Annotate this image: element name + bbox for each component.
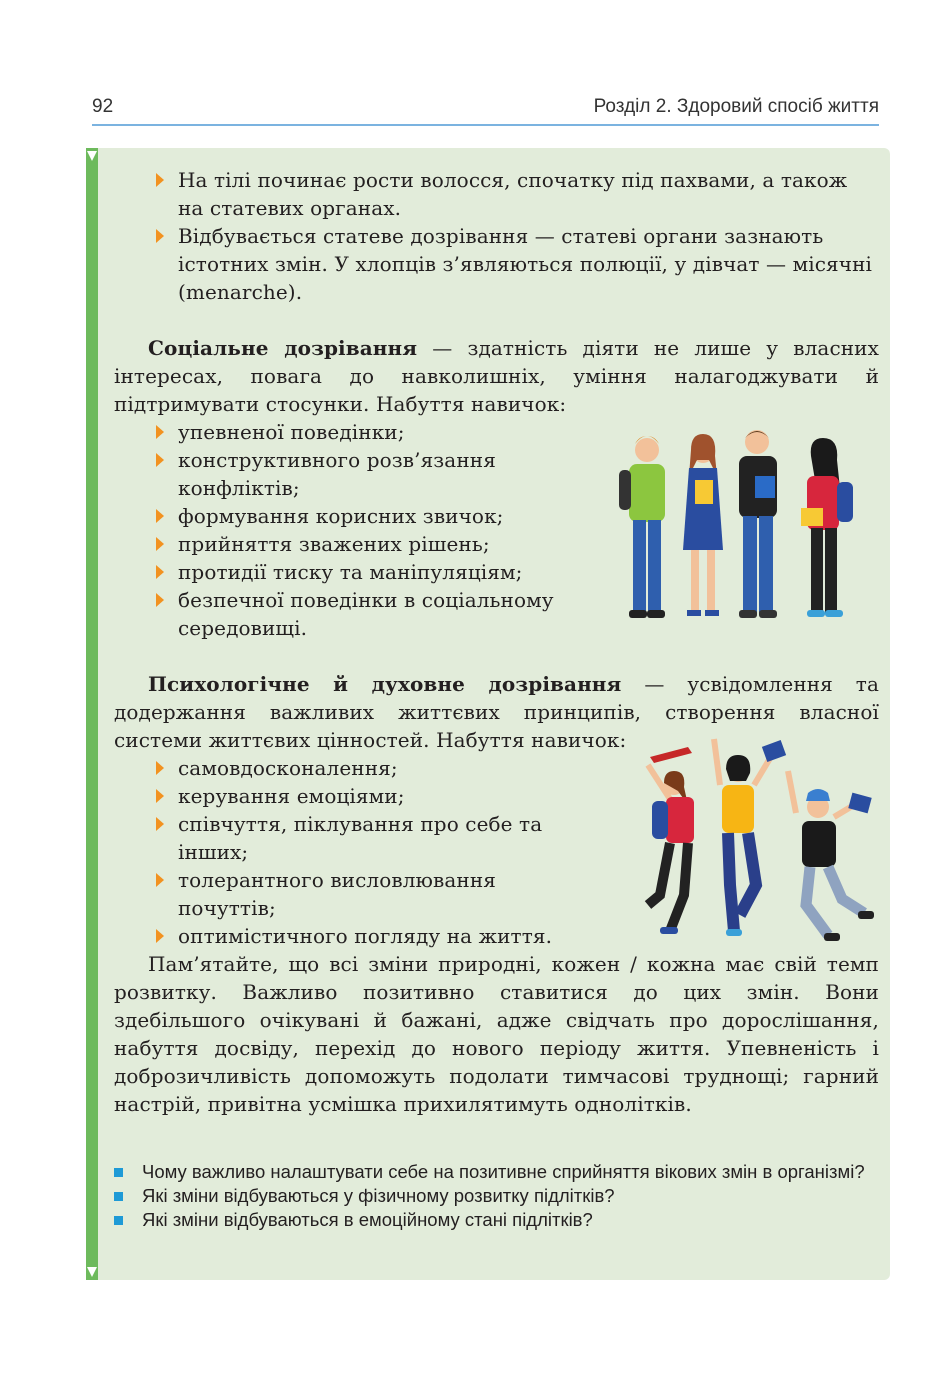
question-item: Чому важливо налаштувати себе на позитивне сприйняття вікових змін в організмі? [114,1160,879,1184]
review-questions [114,1160,879,1232]
square-bullet-icon [114,1168,123,1177]
list-item: оптимістичного погляду на життя. [114,922,658,950]
arrow-bullet-icon [156,509,164,523]
arrow-bullet-icon [156,873,164,887]
list-item: прийняття зважених рішень; [114,530,618,558]
arrow-bullet-icon [156,565,164,579]
list-item: толерантного висловлювання почуттів; [114,866,548,922]
list-item: формування корисних звичок; [114,502,618,530]
list-item: самовдосконалення; [114,754,618,782]
psychological-term: Психологічне й духовне дозрівання [148,672,622,696]
arrow-bullet-icon [156,593,164,607]
list-item: На тілі починає рости волосся, спочатку під пахвами, а також на статевих органах. [114,166,879,222]
arrow-bullet-icon [156,789,164,803]
chapter-title: Розділ 2. Здоровий спосіб життя [593,96,879,117]
arrow-bullet-icon [156,173,164,187]
teenagers-group-illustration [605,420,875,635]
square-bullet-icon [114,1216,123,1225]
social-maturation-paragraph: Соціальне дозрівання — здатність діяти не лише у власних інтересах, повага до навколишніх, уміння налагоджувати й підтримувати стосунки. Набуття навичок: [114,336,879,416]
page-header [92,92,879,126]
triangle-down-icon [86,1266,98,1278]
social-term: Соціальне дозрівання [148,336,418,360]
arrow-bullet-icon [156,929,164,943]
psychological-maturation-paragraph: Психологічне й духовне дозрівання — усвідомлення та додержання важливих життєвих принципів, створення власної системи життєвих цінностей. Набуття навичок: [114,672,879,752]
physical-changes-list [114,166,879,306]
list-item: конструктивного розв’язання конфліктів; [114,446,558,502]
arrow-bullet-icon [156,817,164,831]
arrow-bullet-icon [156,761,164,775]
panel-side-stripe [86,148,98,1280]
square-bullet-icon [114,1192,123,1201]
main-text [114,166,879,1118]
arrow-bullet-icon [156,537,164,551]
triangle-down-icon [86,150,98,162]
arrow-bullet-icon [156,229,164,243]
list-item: співчуття, піклування про себе та інших; [114,810,568,866]
list-item: керування емоціями; [114,782,618,810]
list-item: Відбувається статеве дозрівання — статеві органи зазнають істотних змін. У хлопців з’являються полюції, у дівчат — місячні (menarche). [114,222,879,306]
list-item: упевненої поведінки; [114,418,618,446]
arrow-bullet-icon [156,453,164,467]
conclusion-paragraph: Пам’ятайте, що всі зміни природні, кожен / кожна має свій темп розвитку. Важливо позитивно ставитися до цих змін. Вони здебільшого очікувані й бажані, адже свідчать про дорослішання, набуття досвіду, перехід до нового періоду життя. Упевненість і доброзичливість допоможуть подолати тимчасові труднощі; гарний настрій, привітна усмішка прихилятимуть однолітків. [114,952,879,1116]
page-number: 92 [92,96,114,117]
list-item: безпечної поведінки в соціальному середовищі. [114,586,598,642]
question-item: Які зміни відбуваються в емоційному стані підлітків? [114,1208,879,1232]
question-item: Які зміни відбуваються у фізичному розвитку підлітків? [114,1184,879,1208]
list-item: протидії тиску та маніпуляціям; [114,558,618,586]
arrow-bullet-icon [156,425,164,439]
jumping-teenagers-illustration [630,735,880,950]
